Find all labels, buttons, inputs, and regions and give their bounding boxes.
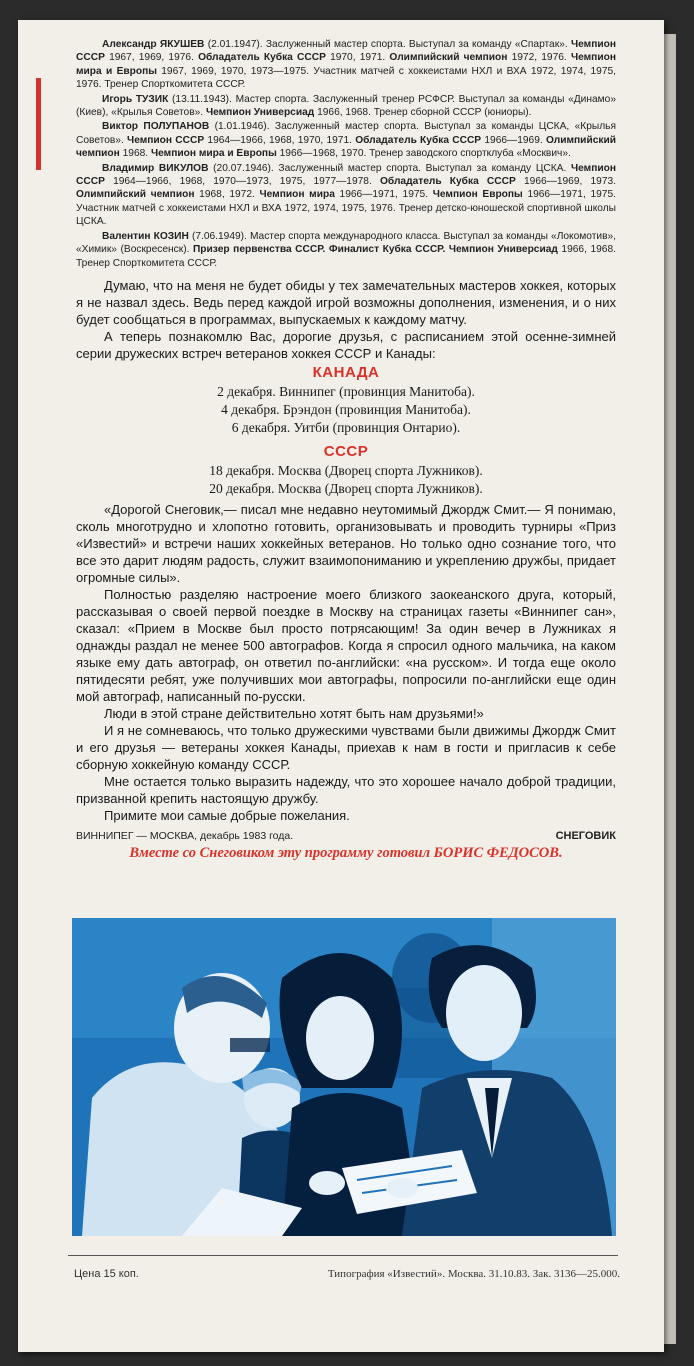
schedule-item: 6 декабря. Уитби (провинция Онтарио). [231, 419, 461, 435]
bio-polupanov: Виктор ПОЛУПАНОВ (1.01.1946). Заслуженный мастер спорта. Выступал за команды ЦСКА, «Крылья Советов». Чемпион СССР 1964—1966, 1968, 1970, 1971. Обладатель Кубка СССР 1966—1969. Олимпийский чемпион 1968. Чемпион мира и Европы 1966—1968, 1970. Тренер заводского спортклуба «Москвич». [76, 121, 616, 160]
red-edge-mark [36, 78, 41, 170]
bio-name: Валентин КОЗИН [102, 230, 189, 242]
paragraph-letter-quote: «Дорогой Снеговик,— писал мне недавно неутомимый Джордж Смит.— Я понимаю, сколь многотрудно и хлопотно готовить, организовывать и проводить турниры «Приз «Известий» и встречи наших хоккейных ветеранов. Но только одно сознание того, что все это дарит людям радость, служит взаимопониманию и укреплению дружбы, придает огромные силы». [76, 501, 616, 585]
schedule-item: 18 декабря. Москва (Дворец спорта Лужников). [209, 462, 483, 478]
paragraph-hope: Мне остается только выразить надежду, что это хорошее начало доброй традиции, призванной крепить настоящую дружбу. [76, 773, 616, 806]
price-label: Цена 15 коп. [74, 1268, 139, 1280]
photo-image [72, 918, 616, 1236]
signature-place-date: ВИННИПЕГ — МОСКВА, декабрь 1983 года. [76, 829, 294, 842]
paragraph-veterans: Думаю, что на меня не будет обиды у тех замечательных мастеров хоккея, которых я не назвал здесь. Ведь перед каждой игрой возможны дополнения, изменения, и о них будет сообщаться в программах, выпускаемых к каждому матчу. [76, 277, 616, 327]
credit-line: Вместе со Снеговиком эту программу готовил БОРИС ФЕДОСОВ. [129, 844, 563, 861]
bio-kozin: Валентин КОЗИН (7.06.1949). Мастер спорта международного класса. Выступал за команды «Локомотив», «Химик» (Воскресенск). Призер первенства СССР. Финалист Кубка СССР. Чемпион Универсиад 1966, 1968. Тренер Спорткомитета СССР. [76, 230, 616, 269]
bio-yakushev: Александр ЯКУШЕВ (2.01.1947). Заслуженный мастер спорта. Выступал за команду «Спартак». Чемпион СССР 1967, 1969, 1976. Обладатель Кубка СССР 1970, 1971. Олимпийский чемпион 1972, 1976. Чемпион мира и Европы 1967, 1969, 1970, 1973—1975. Участник матчей с хоккеистами НХЛ и ВХА 1972, 1974, 1975, 1976. Тренер Спорткомитета СССР. [76, 39, 616, 91]
bio-name: Владимир ВИКУЛОВ [102, 162, 209, 174]
schedule-item: 20 декабря. Москва (Дворец спорта Лужников). [209, 480, 483, 496]
paragraph-schedule-intro: А теперь познакомлю Вас, дорогие друзья, с расписанием этой осенне-зимней серии дружеских встреч ветеранов хоккея СССР и Канады: [76, 328, 616, 361]
bio-name: Игорь ТУЗИК [102, 93, 169, 105]
signature-row [76, 830, 616, 842]
schedule-item: 4 декабря. Брэндон (провинция Манитоба). [221, 401, 471, 417]
paragraph-wishes: Примите мои самые добрые пожелания. [104, 807, 350, 823]
paragraph-no-doubt: И я не сомневаюсь, что только дружескими чувствами были движимы Джордж Смит и его друзья — ветераны хоккея Канады, приехав к нам в гости и пригласив к себе сборную хоккейную команду СССР. [76, 722, 616, 772]
page-edge [664, 34, 676, 1344]
signature-author: СНЕГОВИК [555, 829, 616, 842]
schedule-item: 2 декабря. Виннипег (провинция Манитоба). [217, 383, 475, 399]
heading-ussr: СССР [323, 442, 369, 460]
footer [74, 1268, 620, 1280]
text-column [76, 38, 616, 862]
bio-name: Александр ЯКУШЕВ [102, 39, 205, 50]
paragraph-friends: Люди в этой стране действительно хотят быть нам друзьями!» [104, 705, 484, 721]
paragraph-winnipeg-sun: Полностью разделяю настроение моего близкого заокеанского друга, который, рассказывая о своей первой поездке в Москву на страницах газеты «Виннипег сан», сказал: «Прием в Москве был просто потрясающим! За один вечер в Лужниках я однажды раздал не менее 500 автографов. Когда я спросил одного мальчика, на каком языке ему дать автограф, он ответил по-английски: «на русском». И тогда еще около пятидесяти ребят, уже получивших мои автографы, попросили по-английски еще один мой автограф, написанный по-русски. [76, 586, 616, 704]
bio-name: Виктор ПОЛУПАНОВ [102, 121, 210, 133]
bio-vikulov: Владимир ВИКУЛОВ (20.07.1946). Заслуженный мастер спорта. Выступал за команду ЦСКА. Чемпион СССР 1964—1966, 1968, 1970—1973, 1975, 1977—1978. Обладатель Кубка СССР 1966—1969, 1973. Олимпийский чемпион 1968, 1972. Чемпион мира 1966—1971, 1975. Чемпион Европы 1966—1971, 1975. Участник матчей с хоккеистами НХЛ и ВХА 1972, 1974, 1975, 1976. Тренер детско-юношеской спортивной школы ЦСКА. [76, 162, 617, 228]
footer-rule [68, 1255, 618, 1256]
bio-tuzik: Игорь ТУЗИК (13.11.1943). Мастер спорта. Заслуженный тренер РСФСР. Выступал за команды «Динамо» (Киев), «Крылья Советов». Чемпион Универсиад 1966, 1968. Тренер сборной СССР (юниоры). [76, 93, 616, 119]
printer-imprint: Типография «Известий». Москва. 31.10.83. Зак. 3136—25.000. [327, 1268, 620, 1280]
heading-canada: КАНАДА [312, 363, 380, 381]
autograph-photo [72, 918, 616, 1236]
